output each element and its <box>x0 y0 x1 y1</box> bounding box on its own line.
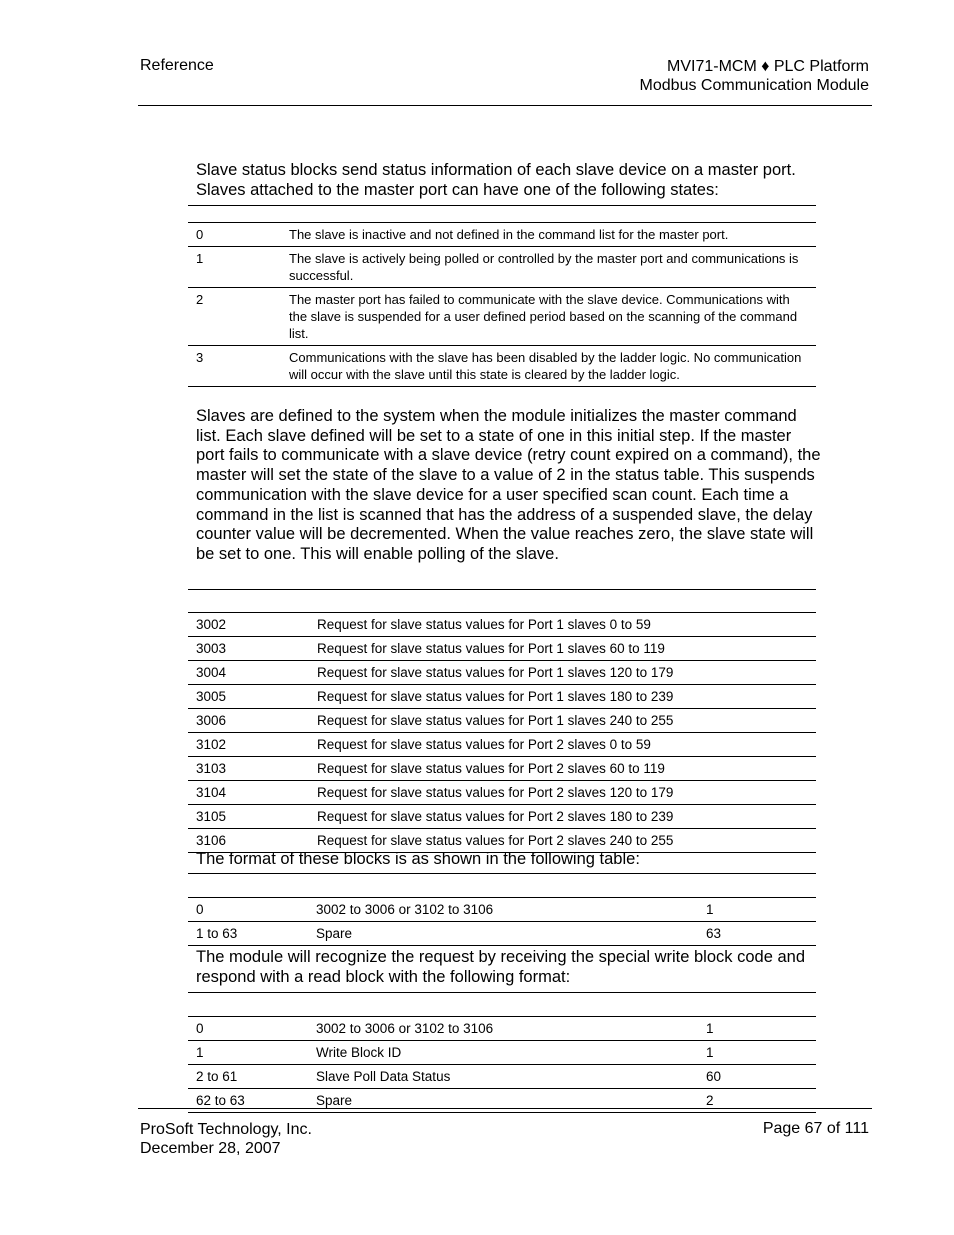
state-description: The slave is actively being polled or controlled by the master port and communications is successful. <box>281 247 816 288</box>
table-row <box>188 288 816 346</box>
table-row <box>188 685 816 709</box>
block-code: 3005 <box>188 685 309 709</box>
block-code: 3103 <box>188 757 309 781</box>
header-section-title: Reference <box>140 57 214 74</box>
block-code: 3004 <box>188 661 309 685</box>
block-description: Request for slave status values for Port 2 slaves 180 to 239 <box>309 805 816 829</box>
slave-states-table <box>188 205 816 387</box>
block-description: Request for slave status values for Port 2 slaves 240 to 255 <box>309 829 816 853</box>
block-code: 3002 <box>188 613 309 637</box>
table-row <box>188 613 816 637</box>
word-description: Slave Poll Data Status <box>308 1065 698 1089</box>
state-code: 3 <box>188 346 281 387</box>
table-row <box>188 1017 816 1041</box>
table-row <box>188 346 816 387</box>
block-description: Request for slave status values for Port 2 slaves 120 to 179 <box>309 781 816 805</box>
word-length: 63 <box>698 922 816 946</box>
table-header-row <box>188 993 816 1017</box>
word-offset: 0 <box>188 1017 308 1041</box>
word-length: 60 <box>698 1065 816 1089</box>
state-description: The slave is inactive and not defined in the command list for the master port. <box>281 223 816 247</box>
table-row <box>188 922 816 946</box>
table-header-row <box>188 590 816 613</box>
page-number: Page 67 of 111 <box>762 1120 869 1137</box>
state-code: 0 <box>188 223 281 247</box>
state-description: Communications with the slave has been disabled by the ladder logic. No communication will occur with the slave until this state is cleared by the ladder logic. <box>281 346 816 387</box>
table-row <box>188 1041 816 1065</box>
state-description: The master port has failed to communicate with the slave device. Communications with the slave is suspended for a user defined period based on the scanning of the command list. <box>281 288 816 346</box>
state-code: 2 <box>188 288 281 346</box>
intro-paragraph: Slave status blocks send status information of each slave device on a master port. Slaves attached to the master port can have one of the following states: <box>196 161 796 199</box>
table-row <box>188 805 816 829</box>
table-row <box>188 247 816 288</box>
table-row <box>188 898 816 922</box>
footer-left <box>140 1120 312 1158</box>
block-codes-table <box>188 589 816 853</box>
table-row <box>188 733 816 757</box>
header-product-line2: Modbus Communication Module <box>639 77 869 94</box>
block-description: Request for slave status values for Port 1 slaves 0 to 59 <box>309 613 816 637</box>
footer-date: December 28, 2007 <box>140 1140 281 1157</box>
block-code: 3106 <box>188 829 309 853</box>
table-header-row <box>188 874 816 898</box>
block-code: 3006 <box>188 709 309 733</box>
word-description: Write Block ID <box>308 1041 698 1065</box>
response-paragraph: The module will recognize the request by receiving the special write block code and respond with a read block with the following format: <box>196 948 805 986</box>
block-description: Request for slave status values for Port 2 slaves 0 to 59 <box>309 733 816 757</box>
block-code: 3104 <box>188 781 309 805</box>
word-offset: 1 to 63 <box>188 922 308 946</box>
word-length: 1 <box>698 898 816 922</box>
word-description: Spare <box>308 922 698 946</box>
table-row <box>188 637 816 661</box>
state-code: 1 <box>188 247 281 288</box>
block-code: 3105 <box>188 805 309 829</box>
request-format-table <box>188 873 816 946</box>
table-header-row <box>188 206 816 223</box>
table-row <box>188 781 816 805</box>
word-offset: 0 <box>188 898 308 922</box>
header-product-line1: MVI71-MCM ♦ PLC Platform <box>667 58 869 75</box>
block-code: 3003 <box>188 637 309 661</box>
table-row <box>188 709 816 733</box>
word-length: 1 <box>698 1017 816 1041</box>
word-offset: 2 to 61 <box>188 1065 308 1089</box>
table-row <box>188 223 816 247</box>
format-paragraph: The format of these blocks is as shown in the following table: <box>196 850 640 868</box>
table-row <box>188 829 816 853</box>
block-description: Request for slave status values for Port 1 slaves 120 to 179 <box>309 661 816 685</box>
block-description: Request for slave status values for Port 1 slaves 180 to 239 <box>309 685 816 709</box>
definition-paragraph: Slaves are defined to the system when the module initializes the master command list. Each slave defined will be set to a state of one in this initial step. If the master port fails to communicate with a slave device (retry count expired on a command), the master will set the state of the slave to a value of 2 in the status table. This suspends communication with the slave device for a user specified scan count. Each time a command in the list is scanned that has the address of a suspended slave, the delay counter value will be decremented. When the value reaches zero, the slave state will be set to one. This will enable polling of the slave. <box>196 407 821 563</box>
word-description: Spare <box>308 1089 698 1113</box>
word-offset: 1 <box>188 1041 308 1065</box>
block-code: 3102 <box>188 733 309 757</box>
footer-company: ProSoft Technology, Inc. <box>140 1121 312 1138</box>
table-row <box>188 661 816 685</box>
header-product <box>640 57 869 95</box>
block-description: Request for slave status values for Port 2 slaves 60 to 119 <box>309 757 816 781</box>
header-rule <box>138 105 872 106</box>
footer-rule <box>138 1108 872 1109</box>
block-description: Request for slave status values for Port 1 slaves 240 to 255 <box>309 709 816 733</box>
block-description: Request for slave status values for Port 1 slaves 60 to 119 <box>309 637 816 661</box>
response-format-table <box>188 992 816 1113</box>
word-length: 1 <box>698 1041 816 1065</box>
word-description: 3002 to 3006 or 3102 to 3106 <box>308 898 698 922</box>
table-row <box>188 757 816 781</box>
word-length: 2 <box>698 1089 816 1113</box>
table-row <box>188 1065 816 1089</box>
word-offset: 62 to 63 <box>188 1089 308 1113</box>
word-description: 3002 to 3006 or 3102 to 3106 <box>308 1017 698 1041</box>
